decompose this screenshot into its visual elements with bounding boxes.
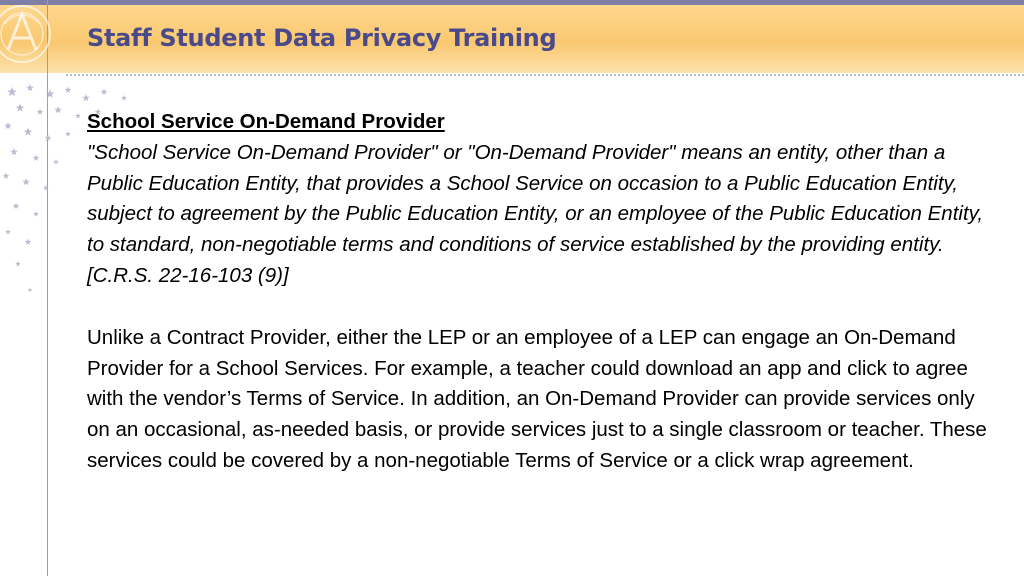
slide-body	[87, 107, 997, 477]
term-definition: "School Service On-Demand Provider" or "On-Demand Provider" means an entity, other than a Public Education Entity, that provides a School Service on occasion to a Public Education Entity, subject to agreement by the Public Education Entity, or an employee of the Public Education Entity, to standard, non-negotiable terms and conditions of service established by the providing entity. [C.R.S. 22-16-103 (9)]	[87, 140, 984, 287]
page-title: Staff Student Data Privacy Training	[87, 24, 557, 52]
explanation-paragraph: Unlike a Contract Provider, either the LEP or an employee of a LEP can engage an On-Demand Provider for a School Services. For example, a teacher could download an app and click to agree with the vendor’s Terms of Service. In addition, an On-Demand Provider can provide services only on an occasional, as-needed basis, or provide services just to a single classroom or teacher. These services could be covered by a non-negotiable Terms of Service or a click wrap agreement.	[87, 325, 987, 472]
header-dotted-divider	[66, 74, 1024, 76]
term-heading: School Service On-Demand Provider	[87, 110, 445, 133]
state-seal-watermark-icon	[0, 0, 54, 80]
